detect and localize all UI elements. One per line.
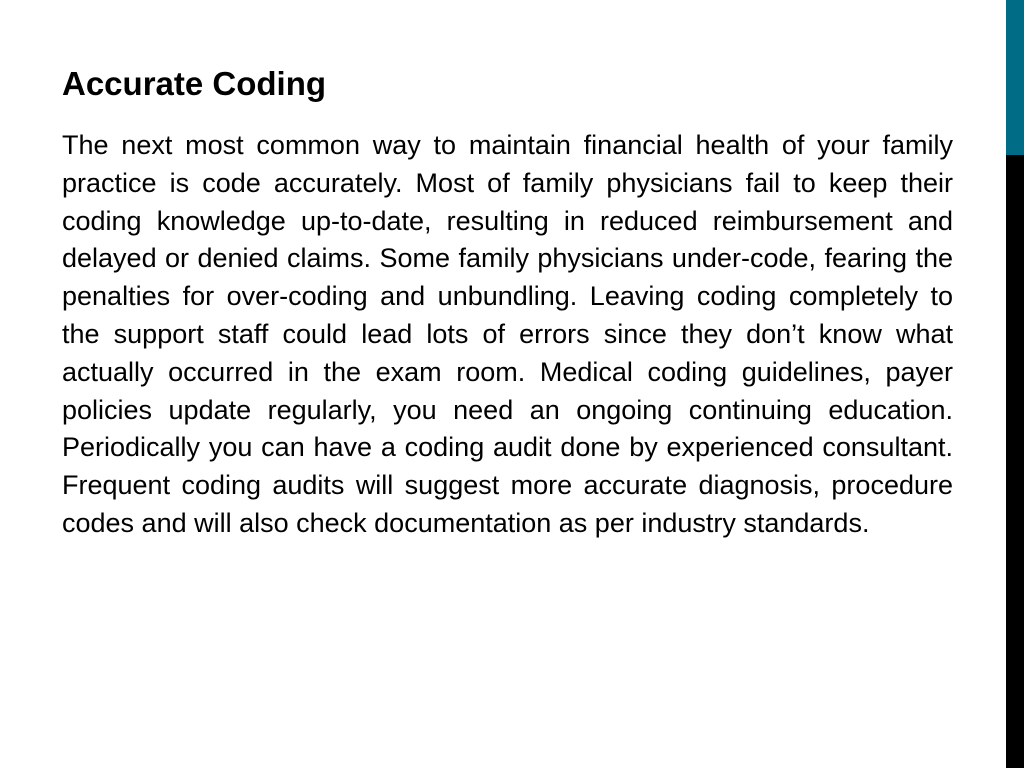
slide-content	[62, 62, 953, 543]
slide-body-text: The next most common way to maintain financial health of your family practice is code accurately. Most of family physicians fail to keep their coding knowledge up-to-date, resulting in reduced reimbursement and delayed or denied claims. Some family physicians under-code, fearing the penalties for over-coding and unbundling. Leaving coding completely to the support staff could lead lots of errors since they don’t know what actually occurred in the exam room. Medical coding guidelines, payer policies update regularly, you need an ongoing continuing education. Periodically you can have a coding audit done by experienced consultant. Frequent coding audits will suggest more accurate diagnosis, procedure codes and will also check documentation as per industry standards.	[62, 130, 953, 538]
side-bar-accent	[1006, 0, 1024, 155]
slide-title: Accurate Coding	[62, 65, 327, 102]
